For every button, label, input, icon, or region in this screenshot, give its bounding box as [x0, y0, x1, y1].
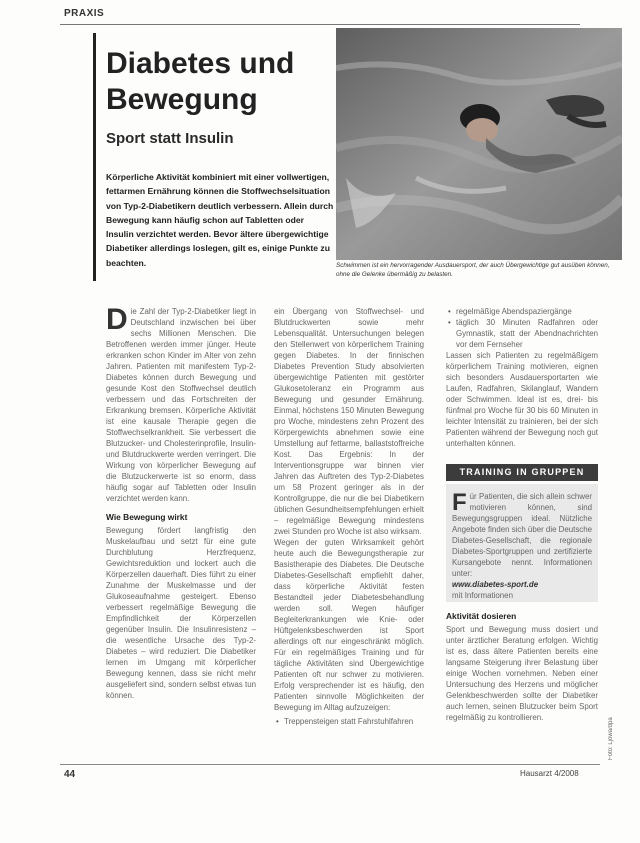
- section-heading: Aktivität dosieren: [446, 611, 517, 621]
- page-number: 44: [64, 769, 76, 780]
- list-item: • regelmäßige Abendspaziergänge: [456, 306, 598, 317]
- link-note: mit Informationen: [452, 591, 513, 600]
- body-column-2: [274, 306, 424, 727]
- paragraph: [106, 303, 256, 504]
- list-item: • Treppensteigen statt Fahrstuhlfahren: [284, 716, 424, 727]
- paragraph-text: ie Zahl der Typ-2-Diabetiker liegt in Deutschland inzwischen bei über sechs Millionen Menschen. Die Betroffenen werden immer jünger. Heute erkranken schon Kinder im Alter von zehn Jahren. Patienten mit manifestem Typ-2-Diabetes können durch Bewegung und gesunde Kost den Stoffwechsel deutlich verbessern und das Fortschreiten der Erkrankung bremsen. Körperliche Aktivität ist eine kausale Therapie gegen die Stoffwechselkrankheit. Sie verbessert die Blutzucker- und Cholesterinprofile, Insulin- und Blutdruckwerte werden verringert. Die Wirkung von körperlicher Bewegung auf die Blutzuckerwerte ist so enorm, dass häufig sogar auf Tabletten oder Insulin verzichtet werden kann.: [106, 307, 256, 503]
- article-intro: Körperliche Aktivität kombiniert mit einer vollwertigen, fettarmen Ernährung können die Stoffwechselsituation von Typ-2-Diabetikern deutlich verbessern. Allein durch Bewegung kann häufig schon auf Tabletten oder Insulin verzichtet werden. Bevor ältere übergewichtige Diabetiker allerdings loslegen, gilt es, einige Punkte zu beachten.: [106, 172, 334, 268]
- paragraph: ein Übergang von Stoffwechsel- und Blutdruckwerten sowie mehr Lebensqualität. Untersuchungen belegen den Stellenwert von körperlichem Training gegen Diabetes. In der finnischen Diabetes Prevention Study absolvierten übergewichtige Patienten mit gestörter Glukosetoleranz ein Programm aus Bewegung und gesunder Ernährung. Einmal, höchstens 150 Minuten Bewegung pro Woche, mindestens zehn Prozent des Körpergewichts abnehmen sowie eine Umstellung auf fettarme, ballaststoffreiche Kost. Das Ergebnis: In der Interventionsgruppe war binnen vier Jahren das Auftreten des Typ-2-Diabetes um 58 Prozent geringer als in der Kontrollgruppe, die nur die bei Diabetikern üblichen Gesundheitsempfehlungen erhielt – regelmäßige Bewegung mindestens zwei Stunden pro Woche ist also wirksam.: [274, 307, 424, 536]
- swimmer-illustration: [336, 28, 622, 260]
- title-line-2: Bewegung: [106, 83, 258, 116]
- publication-issue: Hausarzt 4/2008: [520, 769, 579, 778]
- title-accent-bar: [93, 33, 96, 281]
- paragraph: Lassen sich Patienten zu regelmäßigem körperlichem Training motivieren, eignen sich besonders Ausdauersportarten wie Laufen, Radfahren, Skilanglauf, Wandern oder Schwimmen. Ideal ist es, drei- bis fünfmal pro Woche für 30 bis 60 Minuten in leichter Intensität zu trainieren, bei der sich Patienten während der Bewegung noch gut unterhalten können.: [446, 351, 598, 448]
- website-link[interactable]: www.diabetes-sport.de: [452, 580, 539, 589]
- article-subtitle: Sport statt Insulin: [106, 130, 234, 147]
- infobox: [446, 484, 598, 602]
- footer-rule: [60, 764, 600, 765]
- photo-caption: Schwimmen ist ein hervorragender Ausdauersport, der auch Übergewichtige gut ausüben können, ohne die Gelenke übermäßig zu belasten.: [336, 262, 610, 278]
- body-column-1: [106, 303, 256, 701]
- paragraph: Sport und Bewegung muss dosiert und unter ärztlicher Beratung erfolgen. Wichtig ist es, dass ältere Patienten bereits eine langsame Steigerung ihrer Belastung über einige Wochen vornehmen. Neben einer Untersuchung des Herzens und möglicher Gelenkbeschwerden sollte der Diabetiker auch lernen, seinen Blutzucker beim Sport regelmäßig zu kontrollieren.: [446, 625, 598, 722]
- section-label: PRAXIS: [64, 8, 105, 19]
- body-column-3: [446, 306, 598, 449]
- swimmer-photo: [336, 28, 622, 260]
- bullet-list: [274, 716, 424, 727]
- paragraph: Wegen der guten Wirksamkeit gehört heute auch die Bewegungstherapie zur Basistherapie des Diabetes. Die Deutsche Diabetes-Gesellschaft empfiehlt daher, dass körperliche Aktivität festen Bestandteil jeder Diabetesbehandlung werden soll. Wegen häufiger Begleiterkrankungen wie Knie- oder Hüftgelenksbeschwerden ist Sport allerdings oft nur eingeschränkt möglich. Für ein regelmäßiges Training und für tägliche Aktivitäten sind Übergewichtige Patienten oft nur schwer zu motivieren. Erfolg versprechender ist es häufig, den Patienten sinnvolle Möglichkeiten der Bewegung im Alltag aufzuzeigen:: [274, 538, 424, 712]
- list-item: • täglich 30 Minuten Radfahren oder Gymnastik, statt der Abendnachrichten vor dem Fernseher: [456, 317, 598, 350]
- body-column-3-lower: [446, 611, 598, 723]
- photo-credit: Foto: Ljowa/dpa: [608, 717, 614, 760]
- infobox-heading: TRAINING IN GRUPPEN: [446, 464, 598, 481]
- section-heading: Wie Bewegung wirkt: [106, 512, 188, 522]
- drop-cap: D: [106, 303, 128, 336]
- bullet-list: [446, 306, 598, 350]
- drop-cap: F: [452, 489, 467, 516]
- infobox-text: ür Patienten, die sich allein schwer motivieren können, sind Bewegungsgruppen ideal. Nützliche Angebote finden sich über die Deutsche Diabetes-Gesellschaft, die regionale Diabetes-Sportgruppen und zertifizierte Kursangebote nennt. Informationen unter:: [452, 492, 592, 578]
- title-line-1: Diabetes und: [106, 47, 295, 80]
- paragraph: Bewegung fördert langfristig den Muskelaufbau und setzt für eine gute Durchblutung Herzfrequenz, Gewichtsreduktion und lockert auch die Körperzellen dauerhaft. Dies führt zu einer Zunahme der Muskelmasse und der Glukoseaufnahme gesteigert. Ebenso verbessert regelmäßige Bewegung die Empfindlichkeit der Körperzellen gegenüber Insulin. Die Insulinresistenz – die wesentliche Ursache des Typ-2-Diabetes – wird reduziert. Die Diabetiker lernen im Umgang mit körperlicher Bewegung kennen, dass sie nicht mehr ausgeliefert sind, sondern selbst etwas tun können.: [106, 526, 256, 700]
- header-rule: [60, 24, 580, 25]
- article-title: [106, 46, 336, 118]
